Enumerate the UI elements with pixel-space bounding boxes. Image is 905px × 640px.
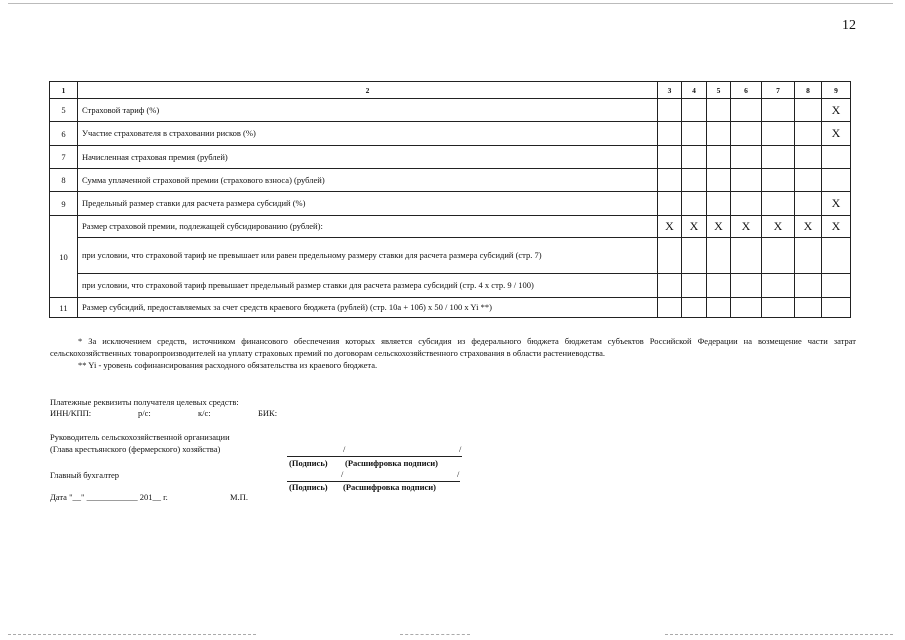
table-row <box>50 274 851 298</box>
header-cell: 9 <box>822 82 851 99</box>
value-cell <box>731 122 762 146</box>
value-cell <box>682 99 707 122</box>
value-cell <box>822 169 851 192</box>
value-cell <box>707 146 731 169</box>
row-label: Предельный размер ставки для расчета размера субсидий (%) <box>78 192 658 216</box>
table-row <box>50 122 851 146</box>
value-cell <box>682 122 707 146</box>
value-cell: X <box>707 216 731 238</box>
page-number: 12 <box>842 18 856 33</box>
value-cell <box>795 238 822 274</box>
row-number: 9 <box>50 192 78 216</box>
row-label: при условии, что страховой тариф превышает предельный размер ставки для расчета размера субсидий (стр. 4 x стр. 9 / 100) <box>78 274 658 298</box>
value-cell <box>795 99 822 122</box>
accountant-signature-slash: / <box>341 469 344 479</box>
table-row <box>50 169 851 192</box>
value-cell <box>731 169 762 192</box>
bik-label: БИК: <box>258 408 278 418</box>
row-number: 6 <box>50 122 78 146</box>
bottom-edge-line-left <box>8 634 256 635</box>
bottom-edge-line-right <box>665 634 893 635</box>
footnote-2: ** Yi - уровень софинансирования расходного обязательства из краевого бюджета. <box>78 360 378 370</box>
value-cell <box>762 122 795 146</box>
footnote-1: * За исключением средств, источником финансового обеспечения которых является субсидия из федерального бюджета бюджетам субъектов Российской Федерации на возмещение части затрат сельскохозяйственных товаропроизводителей на уплату страховых премий по договорам сельскохозяйственного страхования в области растениеводства. <box>50 336 856 358</box>
head-title-line2: (Глава крестьянского (фермерского) хозяйства) <box>50 444 221 454</box>
value-cell <box>707 122 731 146</box>
inn-label: ИНН/КПП: <box>50 408 92 418</box>
row-label: Страховой тариф (%) <box>78 99 658 122</box>
header-cell: 2 <box>78 82 658 99</box>
value-cell <box>762 146 795 169</box>
value-cell <box>822 298 851 318</box>
row-number: 7 <box>50 146 78 169</box>
value-cell: X <box>682 216 707 238</box>
value-cell: X <box>658 216 682 238</box>
value-cell <box>731 99 762 122</box>
value-cell <box>762 298 795 318</box>
rs-label: р/с: <box>138 408 151 418</box>
value-cell: X <box>822 99 851 122</box>
value-cell <box>795 298 822 318</box>
header-cell: 3 <box>658 82 682 99</box>
value-cell <box>707 274 731 298</box>
header-cell: 8 <box>795 82 822 99</box>
payment-heading: Платежные реквизиты получателя целевых средств: <box>50 397 239 407</box>
value-cell <box>658 122 682 146</box>
stamp-label: М.П. <box>230 492 248 502</box>
value-cell <box>822 274 851 298</box>
header-cell: 6 <box>731 82 762 99</box>
value-cell <box>682 274 707 298</box>
value-cell <box>682 238 707 274</box>
value-cell <box>658 169 682 192</box>
value-cell <box>682 169 707 192</box>
header-cell: 1 <box>50 82 78 99</box>
head-signature-caption: (Подпись) <box>289 458 328 468</box>
value-cell <box>658 192 682 216</box>
date-label: Дата "__" ____________ 201__ г. <box>50 492 168 502</box>
value-cell: X <box>822 192 851 216</box>
value-cell <box>762 274 795 298</box>
table-row <box>50 298 851 318</box>
table-header-row <box>50 82 851 99</box>
value-cell <box>795 169 822 192</box>
value-cell <box>762 238 795 274</box>
head-title-line1: Руководитель сельскохозяйственной организации <box>50 432 230 442</box>
value-cell <box>658 274 682 298</box>
value-cell <box>762 169 795 192</box>
table-row <box>50 146 851 169</box>
value-cell: X <box>822 122 851 146</box>
row-number: 10 <box>50 216 78 298</box>
value-cell <box>658 99 682 122</box>
value-cell <box>658 238 682 274</box>
row-label: Сумма уплаченной страховой премии (страхового взноса) (рублей) <box>78 169 658 192</box>
value-cell <box>731 298 762 318</box>
row-label: при условии, что страховой тариф не превышает или равен предельному размеру ставки для расчета размера субсидий (стр. 7) <box>78 238 658 274</box>
value-cell <box>731 274 762 298</box>
value-cell <box>707 192 731 216</box>
ks-label: к/с: <box>198 408 211 418</box>
footnotes <box>50 335 856 371</box>
row-label: Размер субсидий, предоставляемых за счет средств краевого бюджета (рублей) (стр. 10а + 10б) x 50 / 100 x Yi **) <box>78 298 658 318</box>
head-decoding-caption: (Расшифровка подписи) <box>345 458 438 468</box>
value-cell <box>658 146 682 169</box>
value-cell: X <box>822 216 851 238</box>
value-cell <box>762 192 795 216</box>
value-cell <box>707 238 731 274</box>
row-number: 11 <box>50 298 78 318</box>
accountant-signature-caption: (Подпись) <box>289 482 328 492</box>
header-cell: 4 <box>682 82 707 99</box>
row-number: 8 <box>50 169 78 192</box>
table-row <box>50 238 851 274</box>
value-cell <box>682 192 707 216</box>
value-cell <box>731 238 762 274</box>
bottom-edge-line-mid <box>400 634 470 635</box>
value-cell <box>731 146 762 169</box>
value-cell <box>707 99 731 122</box>
value-cell: X <box>795 216 822 238</box>
header-cell: 5 <box>707 82 731 99</box>
value-cell <box>707 298 731 318</box>
chief-accountant-label: Главный бухгалтер <box>50 470 120 480</box>
accountant-decoding-caption: (Расшифровка подписи) <box>343 482 436 492</box>
value-cell: X <box>731 216 762 238</box>
table-row <box>50 99 851 122</box>
value-cell <box>795 192 822 216</box>
value-cell <box>731 192 762 216</box>
value-cell <box>682 146 707 169</box>
subsidy-table <box>49 81 851 318</box>
value-cell <box>658 298 682 318</box>
row-label: Участие страхователя в страховании рисков (%) <box>78 122 658 146</box>
value-cell <box>707 169 731 192</box>
row-label: Начисленная страховая премия (рублей) <box>78 146 658 169</box>
value-cell <box>762 99 795 122</box>
value-cell <box>822 146 851 169</box>
row-label: Размер страховой премии, подлежащей субсидированию (рублей): <box>78 216 658 238</box>
head-decoding-slash: / <box>459 444 462 454</box>
table-row <box>50 192 851 216</box>
head-signature-line <box>287 456 462 457</box>
row-number: 5 <box>50 99 78 122</box>
value-cell <box>795 122 822 146</box>
value-cell <box>682 298 707 318</box>
value-cell <box>822 238 851 274</box>
value-cell <box>795 274 822 298</box>
head-signature-slash: / <box>343 444 346 454</box>
value-cell <box>795 146 822 169</box>
table-row <box>50 216 851 238</box>
header-cell: 7 <box>762 82 795 99</box>
top-edge-line <box>8 3 893 4</box>
accountant-decoding-slash: / <box>457 469 460 479</box>
value-cell: X <box>762 216 795 238</box>
